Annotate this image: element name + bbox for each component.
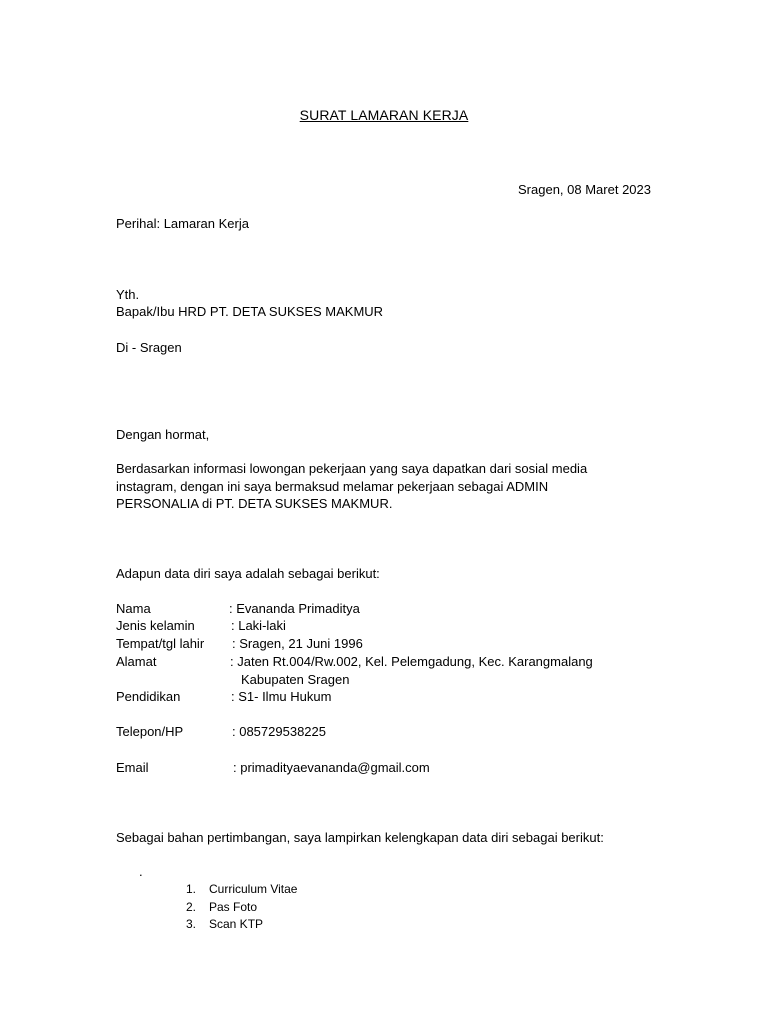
list-item-label: Scan KTP	[209, 917, 264, 931]
phone-value: : 085729538225	[232, 724, 326, 739]
name-label: Nama	[116, 601, 151, 616]
email-label: Email	[116, 760, 149, 775]
list-item	[186, 899, 257, 917]
body-line: Berdasarkan informasi lowongan pekerjaan yang saya dapatkan dari sosial media	[116, 461, 588, 476]
document-title: SURAT LAMARAN KERJA	[299, 107, 469, 123]
email-value: : primadityaevananda@gmail.com	[233, 760, 430, 775]
attachments-intro: Sebagai bahan pertimbangan, saya lampirkan kelengkapan data diri sebagai berikut:	[116, 830, 604, 845]
list-item-label: Pas Foto	[209, 900, 258, 914]
gender-label: Jenis kelamin	[116, 618, 195, 633]
address-value-line2: Kabupaten Sragen	[241, 672, 350, 687]
recipient-place: Di - Sragen	[116, 340, 182, 355]
birth-value: : Sragen, 21 Juni 1996	[232, 636, 363, 651]
list-item-label: Curriculum Vitae	[209, 882, 298, 896]
subject-line: Perihal: Lamaran Kerja	[116, 216, 249, 231]
phone-label: Telepon/HP	[116, 724, 184, 739]
greeting: Dengan hormat,	[116, 427, 210, 442]
birth-label: Tempat/tgl lahir	[116, 636, 205, 651]
address-label: Alamat	[116, 654, 157, 669]
personal-data-intro: Adapun data diri saya adalah sebagai berikut:	[116, 566, 380, 581]
recipient-salutation: Yth.	[116, 287, 140, 302]
list-item-number: 3.	[186, 917, 197, 931]
recipient-name: Bapak/Ibu HRD PT. DETA SUKSES MAKMUR	[116, 304, 384, 319]
body-line: PERSONALIA di PT. DETA SUKSES MAKMUR.	[116, 496, 393, 511]
education-label: Pendidikan	[116, 689, 181, 704]
body-paragraph	[116, 460, 656, 513]
list-item-number: 1.	[186, 882, 197, 896]
gender-value: : Laki-laki	[231, 618, 286, 633]
education-value: : S1- Ilmu Hukum	[231, 689, 332, 704]
list-item	[186, 916, 263, 934]
name-value: : Evananda Primaditya	[229, 601, 360, 616]
letter-date: Sragen, 08 Maret 2023	[518, 182, 651, 197]
body-line: instagram, dengan ini saya bermaksud melamar pekerjaan sebagai ADMIN	[116, 478, 549, 494]
address-value: : Jaten Rt.004/Rw.002, Kel. Pelemgadung, Kec. Karangmalang	[230, 654, 593, 669]
list-item	[186, 881, 297, 899]
stray-dot: .	[139, 864, 143, 879]
list-item-number: 2.	[186, 900, 197, 914]
